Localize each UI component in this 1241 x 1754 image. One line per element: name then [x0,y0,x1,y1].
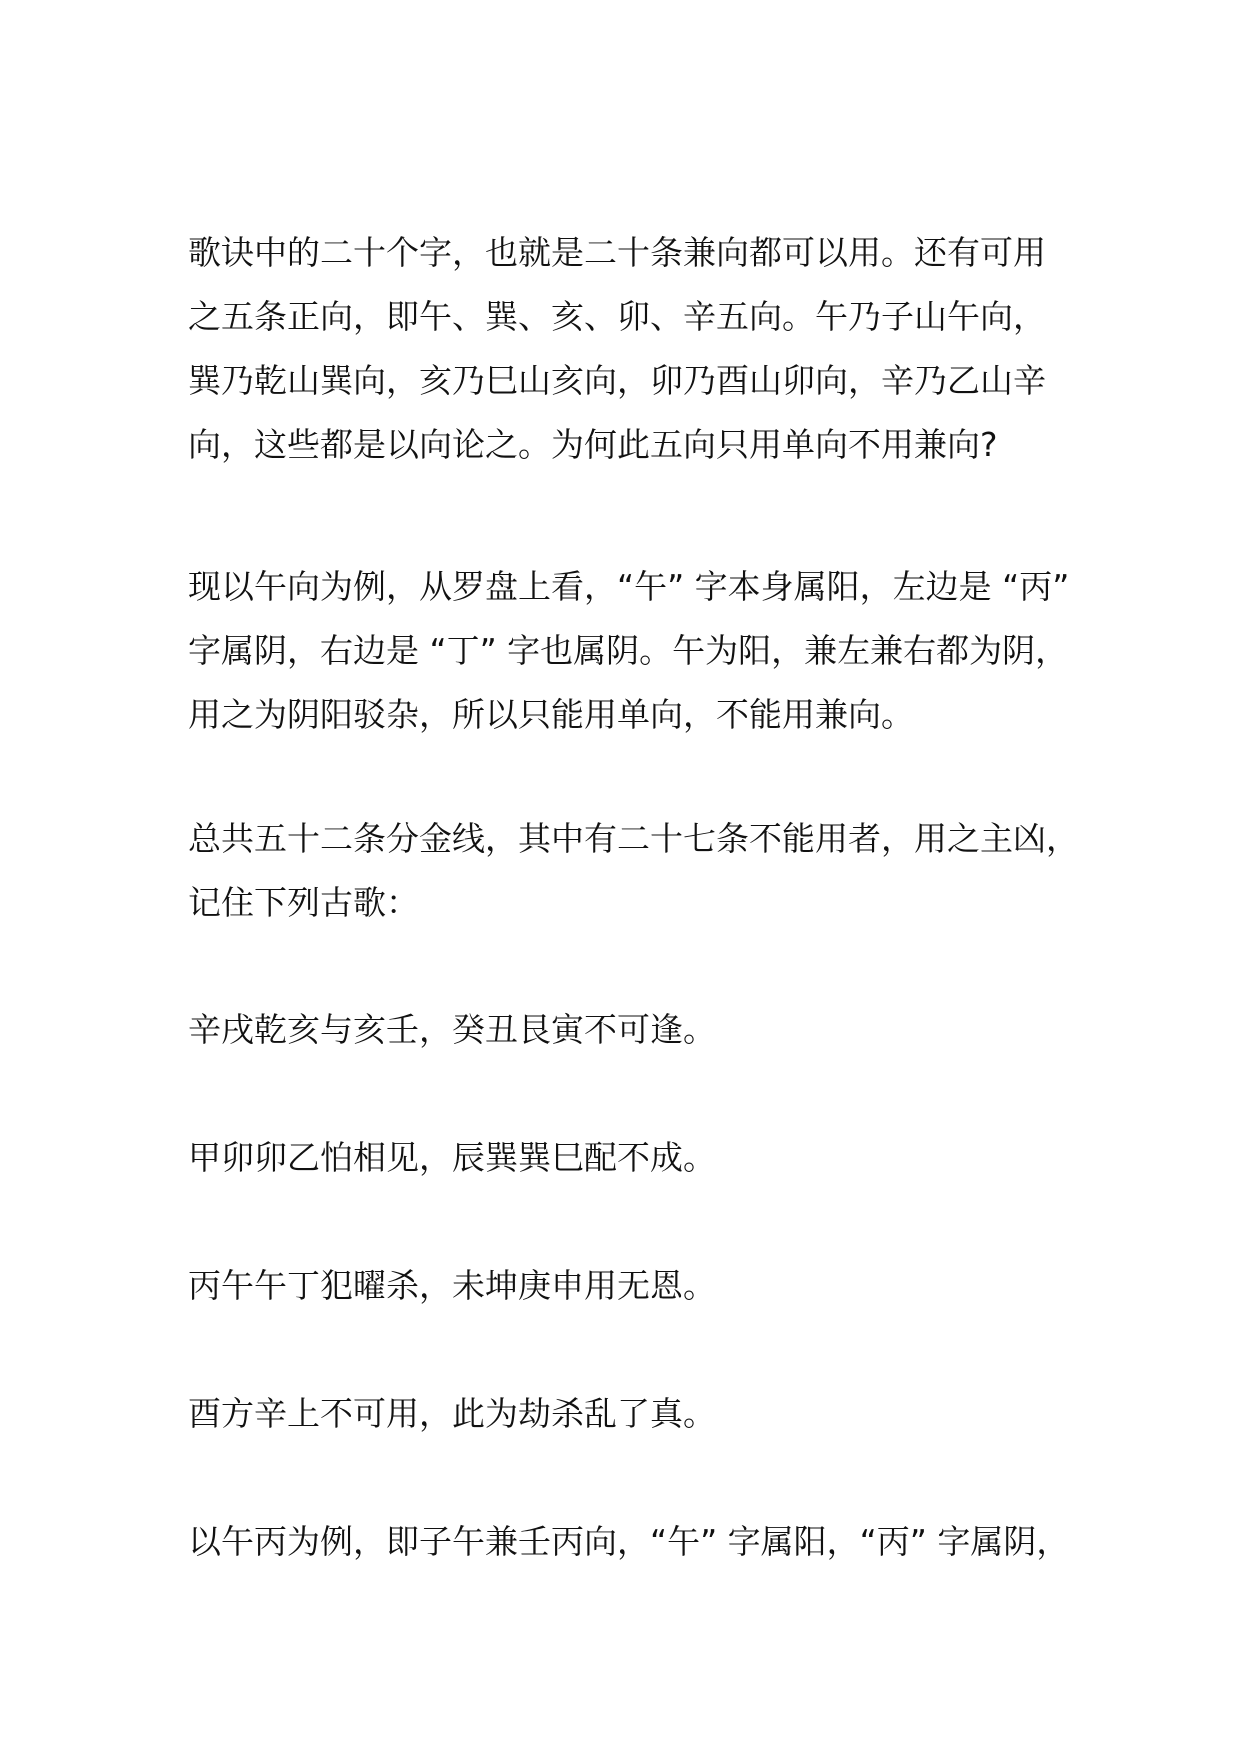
text-line: 记住下列古歌： [188,883,419,922]
text-line: 之五条正向，即午、巽、亥、卯、辛五向。午乃子山午向， [188,297,1046,336]
paragraph-8 [188,1510,1068,1574]
verse-line-1 [188,998,1068,1062]
text-line: 现以午向为例，从罗盘上看，“午” 字本身属阳，左边是 “丙” [188,567,1070,606]
text-line: 酉方辛上不可用，此为劫杀乱了真。 [188,1394,716,1433]
text-line: 巽乃乾山巽向，亥乃巳山亥向，卯乃酉山卯向，辛乃乙山辛 [188,361,1046,400]
text-line: 向，这些都是以向论之。为何此五向只用单向不用兼向? [188,425,998,464]
text-line: 甲卯卯乙怕相见，辰巽巽巳配不成。 [188,1138,716,1177]
paragraph-1 [188,221,1068,477]
verse-line-3 [188,1254,1068,1318]
paragraph-3 [188,807,1079,935]
text-line: 歌诀中的二十个字，也就是二十条兼向都可以用。还有可用 [188,233,1046,272]
text-line: 字属阴，右边是 “丁” 字也属阴。午为阳，兼左兼右都为阴， [188,631,1069,670]
text-line: 用之为阴阳驳杂，所以只能用单向，不能用兼向。 [188,695,914,734]
paragraph-2 [188,555,1068,747]
verse-line-2 [188,1126,1068,1190]
text-line: 总共五十二条分金线，其中有二十七条不能用者，用之主凶， [188,819,1079,858]
text-line: 以午丙为例，即子午兼壬丙向，“午” 字属阳，“丙” 字属阴， [188,1522,1070,1561]
verse-line-4 [188,1382,1068,1446]
text-line: 辛戌乾亥与亥壬，癸丑艮寅不可逢。 [188,1010,716,1049]
text-line: 丙午午丁犯曜杀，未坤庚申用无恩。 [188,1266,716,1305]
